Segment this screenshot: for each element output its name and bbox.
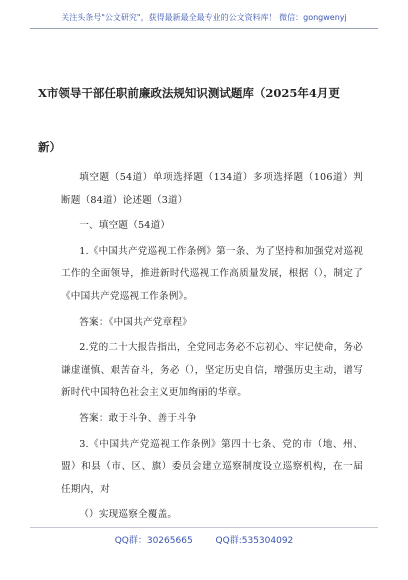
header-divider [30, 28, 378, 30]
section-heading: 一、填空题（54道） [79, 220, 171, 232]
question-3: 3.《中国共产党巡视工作条例》第四十七条、党的市（地、州、盟）和县（市、区、旗）委员会建立巡察制度设立巡察机构，在一届任期内，对 [61, 438, 363, 495]
title-line-1: X市领导干部任职前廉政法规知识测试题库（2025年4月更 [38, 86, 340, 100]
question-2: 2.党的二十大报告指出，全党同志务必不忘初心、牢记使命，务必谦虚谨慎、艰苦奋斗，务必（），坚定历史自信，增强历史主动，谱写新时代中国特色社会主义更加绚丽的华章。 [61, 342, 364, 399]
document-title [38, 66, 368, 174]
footer-divider [30, 527, 378, 529]
footer-qq-group-2: QQ群:535304092 [215, 536, 294, 546]
question-3-continued: （）实现巡察全覆盖。 [79, 509, 178, 521]
question-1: 1.《中国共产党巡视工作条例》第一条、为了坚持和加强党对巡视工作的全面领导，推进新时代巡视工作高质量发展，根据（），制定了《中国共产党巡视工作条例》。 [61, 245, 364, 302]
document-body [61, 167, 363, 530]
footer-qq-group-1: QQ群：30265665 [114, 536, 193, 546]
page-header: 关注头条号"公文研究"，获得最新最全最专业的公文资料库！ 微信：gongwenyj [61, 13, 347, 22]
answer-1: 答案：《中国共产党章程》 [79, 316, 192, 328]
question-summary: 填空题（54道）单项选择题（134道）多项选择题（106道）判断题（84道）论述题（3道） [61, 172, 363, 206]
page-footer [0, 533, 408, 546]
answer-2: 答案：敢于斗争、善于斗争 [79, 412, 197, 424]
title-line-2: 新） [38, 140, 61, 154]
